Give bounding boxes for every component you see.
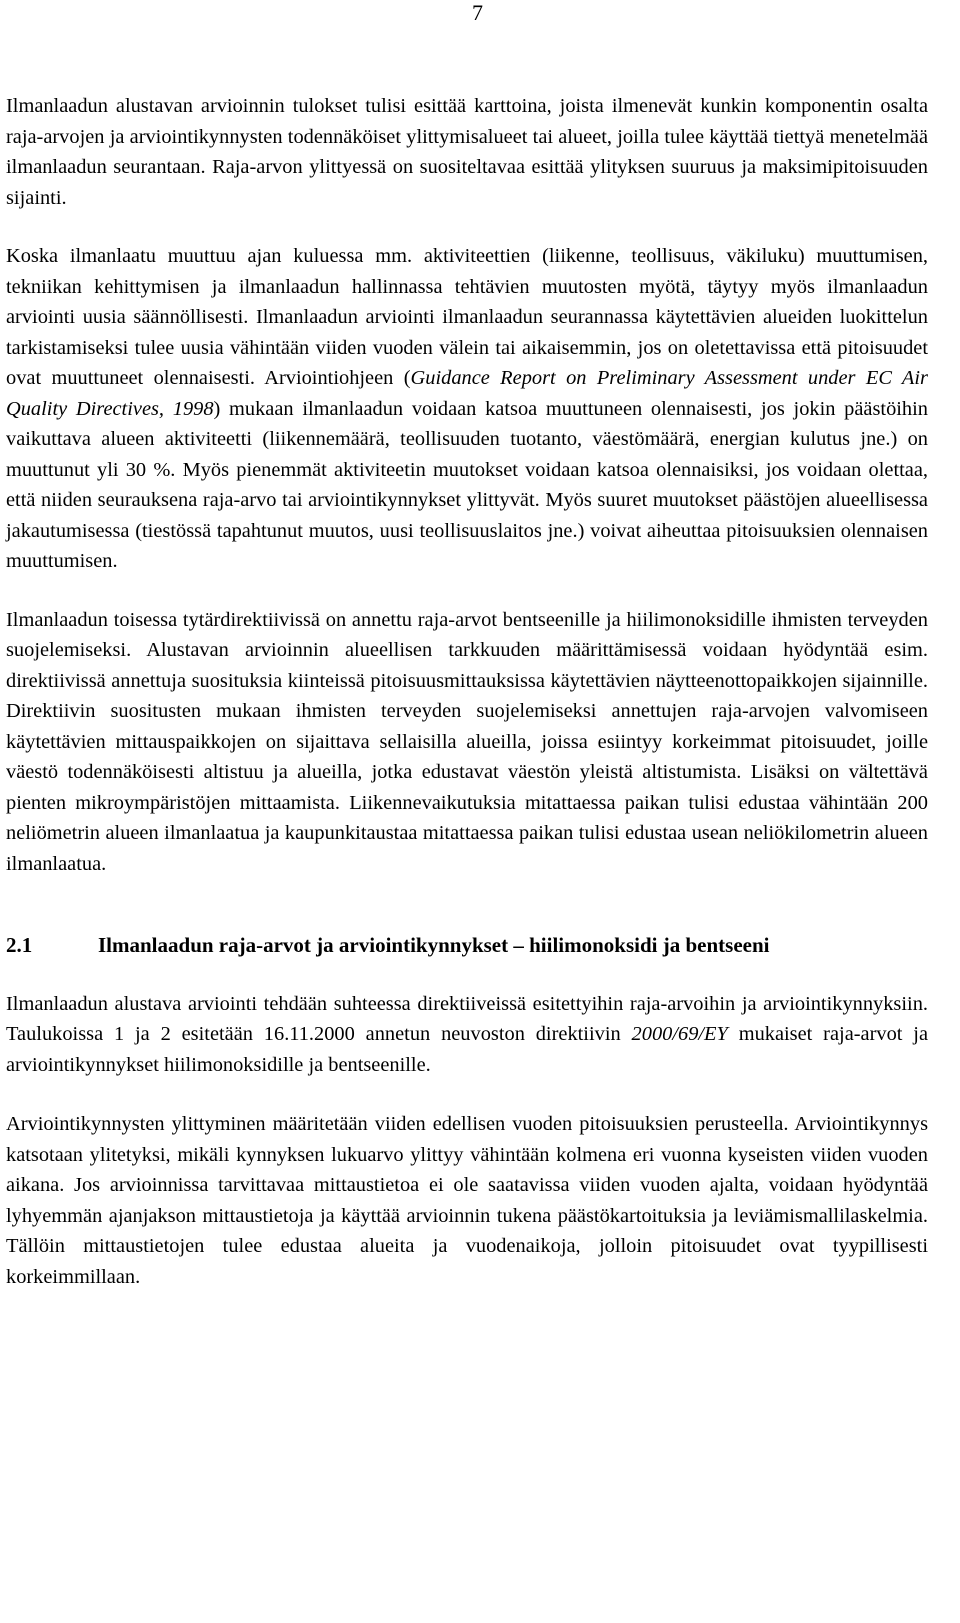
paragraph-preliminary-assessment-text-end: mukaiset raja-arvot ja arviointikynnykset hiilimonoksidille ja bentseenille. [6,1023,928,1076]
section-heading [6,930,928,961]
paragraph-second-daughter-directive: Ilmanlaadun toisessa tytärdirektiivissä on annettu raja-arvot bentseenille ja hiilimonoksidille ihmisten terveyden suojelemiseksi. Alustavan arvioinnin alueellisen tarkkuuden määrittämisessä voidaan hyödyntää esim. direktiivissä annettuja suosituksia kiinteissä pitoisuusmittauksissa käytettävien näytteenottopaikkojen sijainnille. Direktiivin suositusten mukaan ihmisten terveyden suojelemiseksi annettujen raja-arvojen valvomiseen käytettävien mittauspaikkojen on sijaittava sellaisilla alueilla, joissa esiintyy korkeimmat pitoisuudet, joille väestö todennäköisesti altistuu ja alueilla, jotka edustavat väestön yleistä altistumista. Lisäksi on vältettävä pienten mikroympäristöjen mittaamista. Liikennevaikutuksia mitattaessa paikan tulisi edustaa vähintään 200 neliömetrin alueen ilmanlaatua ja kaupunkitaustaa mitattaessa paikan tulisi edustaa usean neliökilometrin alueen ilmanlaatua. [6,608,928,875]
paragraph-reassessment-text-end: ) mukaan ilmanlaadun voidaan katsoa muuttuneen olennaisesti, jos jokin päästöihin vaikuttava alueen aktiviteetti (liikennemäärä, teollisuuden tuotanto, väestömäärä, energian kulutus jne.) on muuttunut yli 30 %. Myös pienemmät aktiviteetin muutokset voidaan katsoa olennaisiksi, jos voidaan olettaa, että niiden seurauksena raja-arvo tai arviointikynnykset ylittyvät. Myös suuret muutokset päästöjen alueellisessa jakautumisessa (tiestössä tapahtunut muutos, uusi teollisuuslaitos jne.) voivat aiheuttaa pitoisuuksien olennaisen muuttumisen. [6,397,928,572]
paragraph-threshold-exceedance: Arviointikynnysten ylittyminen määritetään viiden edellisen vuoden pitoisuuksien perusteella. Arviointikynnys katsotaan ylitetyksi, mikäli kynnyksen lukuarvo ylittyy vähintään kolmena eri vuonna kyseisten viiden vuoden aikana. Jos arvioinnissa tarvittavaa mittaustietoa ei ole saatavissa viiden vuoden ajalta, voidaan hyödyntää lyhyemmän ajanjakson mittaustietoja ja käyttää arvioinnin tukena päästökartoituksia ja leviämismallilaskelmia. Tällöin mittaustietojen tulee edustaa alueita ja vuodenaikoja, jolloin pitoisuudet ovat tyypillisesti korkeimmillaan. [6,1113,928,1288]
paragraph-map-results: Ilmanlaadun alustavan arvioinnin tulokset tulisi esittää karttoina, joista ilmenevät kunkin komponentin osalta raja-arvojen ja arviointikynnysten todennäköiset ylittymisalueet tai alueet, joilla tulee käyttää tiettyä menetelmää ilmanlaadun seurantaan. Raja-arvon ylittyessä on suositeltavaa esittää ylityksen suuruus ja maksimipitoisuuden sijainti. [6,95,928,209]
paragraph-reassessment-text-start: Koska ilmanlaatu muuttuu ajan kuluessa mm. aktiviteettien (liikenne, teollisuus, väkiluku) muuttumisen, tekniikan kehittymisen ja ilmanlaadun hallinnassa tehtävien muutosten myötä, täytyy myös ilmanlaadun arviointi uusia säännöllisesti. Ilmanlaadun arviointi ilmanlaadun seurannassa käytettävien alueiden luokittelun tarkistamiseksi tulee uusia vähintään viiden vuoden välein tai aikaisemmin, jos on oletettavissa että pitoisuudet ovat muuttuneet olennaisesti. Arviointiohjeen ( [6,245,928,389]
paragraph-preliminary-assessment-text-start: Ilmanlaadun alustava arviointi tehdään suhteessa direktiiveissä esitettyihin raja-arvoihin ja arviointikynnyksiin. Taulukoissa 1 ja 2 esitetään 16.11.2000 annetun neuvoston direktiivin [6,992,928,1045]
section-number: 2.1 [6,933,33,957]
directive-reference: 2000/69/EY [631,1023,728,1045]
document-body [6,91,928,1292]
page-number: 7 [472,0,483,25]
section-title: Ilmanlaadun raja-arvot ja arviointikynnykset – hiilimonoksidi ja bentseeni [98,933,770,957]
guidance-report-title: Guidance Report on Preliminary Assessment under EC Air Quality Directives, 1998 [6,367,928,420]
paragraph-reassessment [6,241,928,577]
paragraph-preliminary-assessment [6,989,928,1081]
